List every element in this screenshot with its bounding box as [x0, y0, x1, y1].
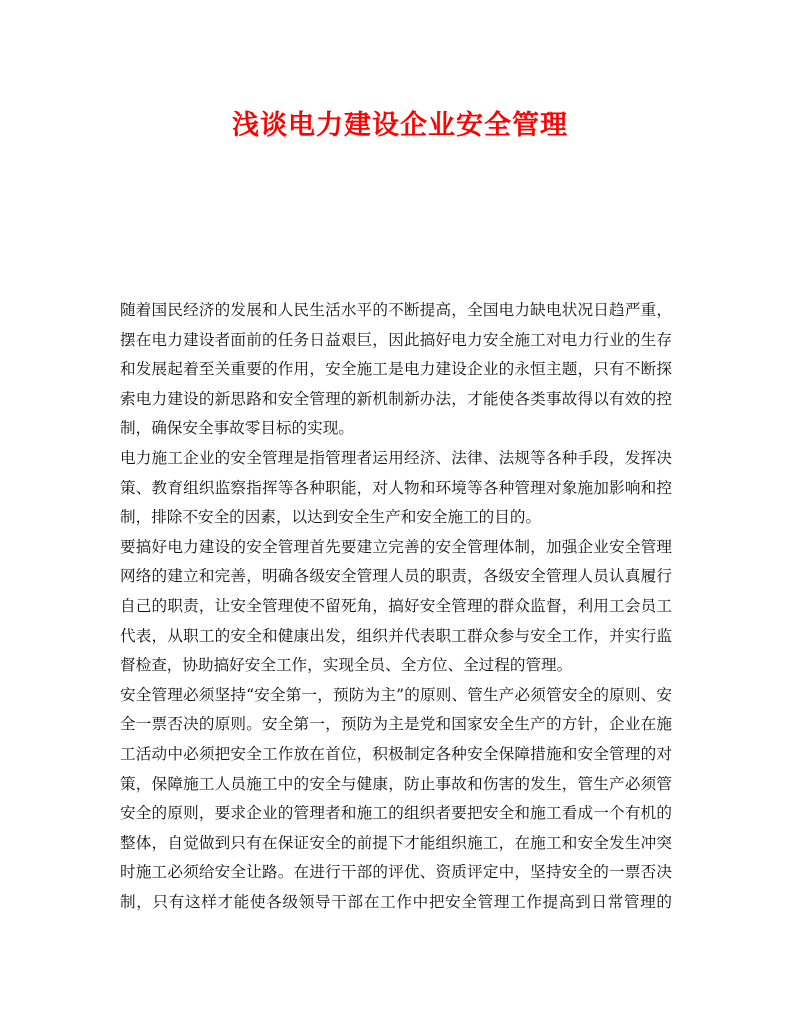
- paragraph-2: 电力施工企业的安全管理是指管理者运用经济、法律、法规等各种手段，发挥决策、教育组织监察指挥等各种职能，对人物和环境等各种管理对象施加影响和控制，排除不安全的因素，以达到安全生产和安全施工的目的。: [120, 448, 672, 527]
- paragraph-3: 要搞好电力建设的安全管理首先要建立完善的安全管理体制，加强企业安全管理网络的建立和完善，明确各级安全管理人员的职责，各级安全管理人员认真履行自己的职责，让安全管理使不留死角，搞好安全管理的群众监督，利用工会员工代表，从职工的安全和健康出发，组织并代表职工群众参与安全工作，并实行监督检查，协助搞好安全工作，实现全员、全方位、全过程的管理。: [120, 537, 672, 675]
- paragraph-4: 安全管理必须坚持“安全第一，预防为主”的原则、管生产必须管安全的原则、安全一票否决的原则。安全第一，预防为主是党和国家安全生产的方针，企业在施工活动中必须把安全工作放在首位，积极制定各种安全保障措施和安全管理的对策，保障施工人员施工中的安全与健康，防止事故和伤害的发生，管生产必须管安全的原则，要求企业的管理者和施工的组织者要把安全和施工看成一个有机的整体，自觉做到只有在保证安全的前提下才能组织施工，在施工和安全发生冲突时施工必须给安全让路。在进行干部的评优、资质评定中，坚持安全的一票否决制，只有这样才能使各级领导干部在工作中把安全管理工作提高到日常管理的: [120, 685, 672, 911]
- document-title: 浅谈电力建设企业安全管理: [232, 110, 568, 141]
- document-body: [120, 296, 672, 917]
- paragraph-1: 随着国民经济的发展和人民生活水平的不断提高，全国电力缺电状况日趋严重，摆在电力建设者面前的任务日益艰巨，因此搞好电力安全施工对电力行业的生存和发展起着至关重要的作用，安全施工是电力建设企业的永恒主题，只有不断探索电力建设的新思路和安全管理的新机制新办法，才能使各类事故得以有效的控制，确保安全事故零目标的实现。: [120, 301, 672, 438]
